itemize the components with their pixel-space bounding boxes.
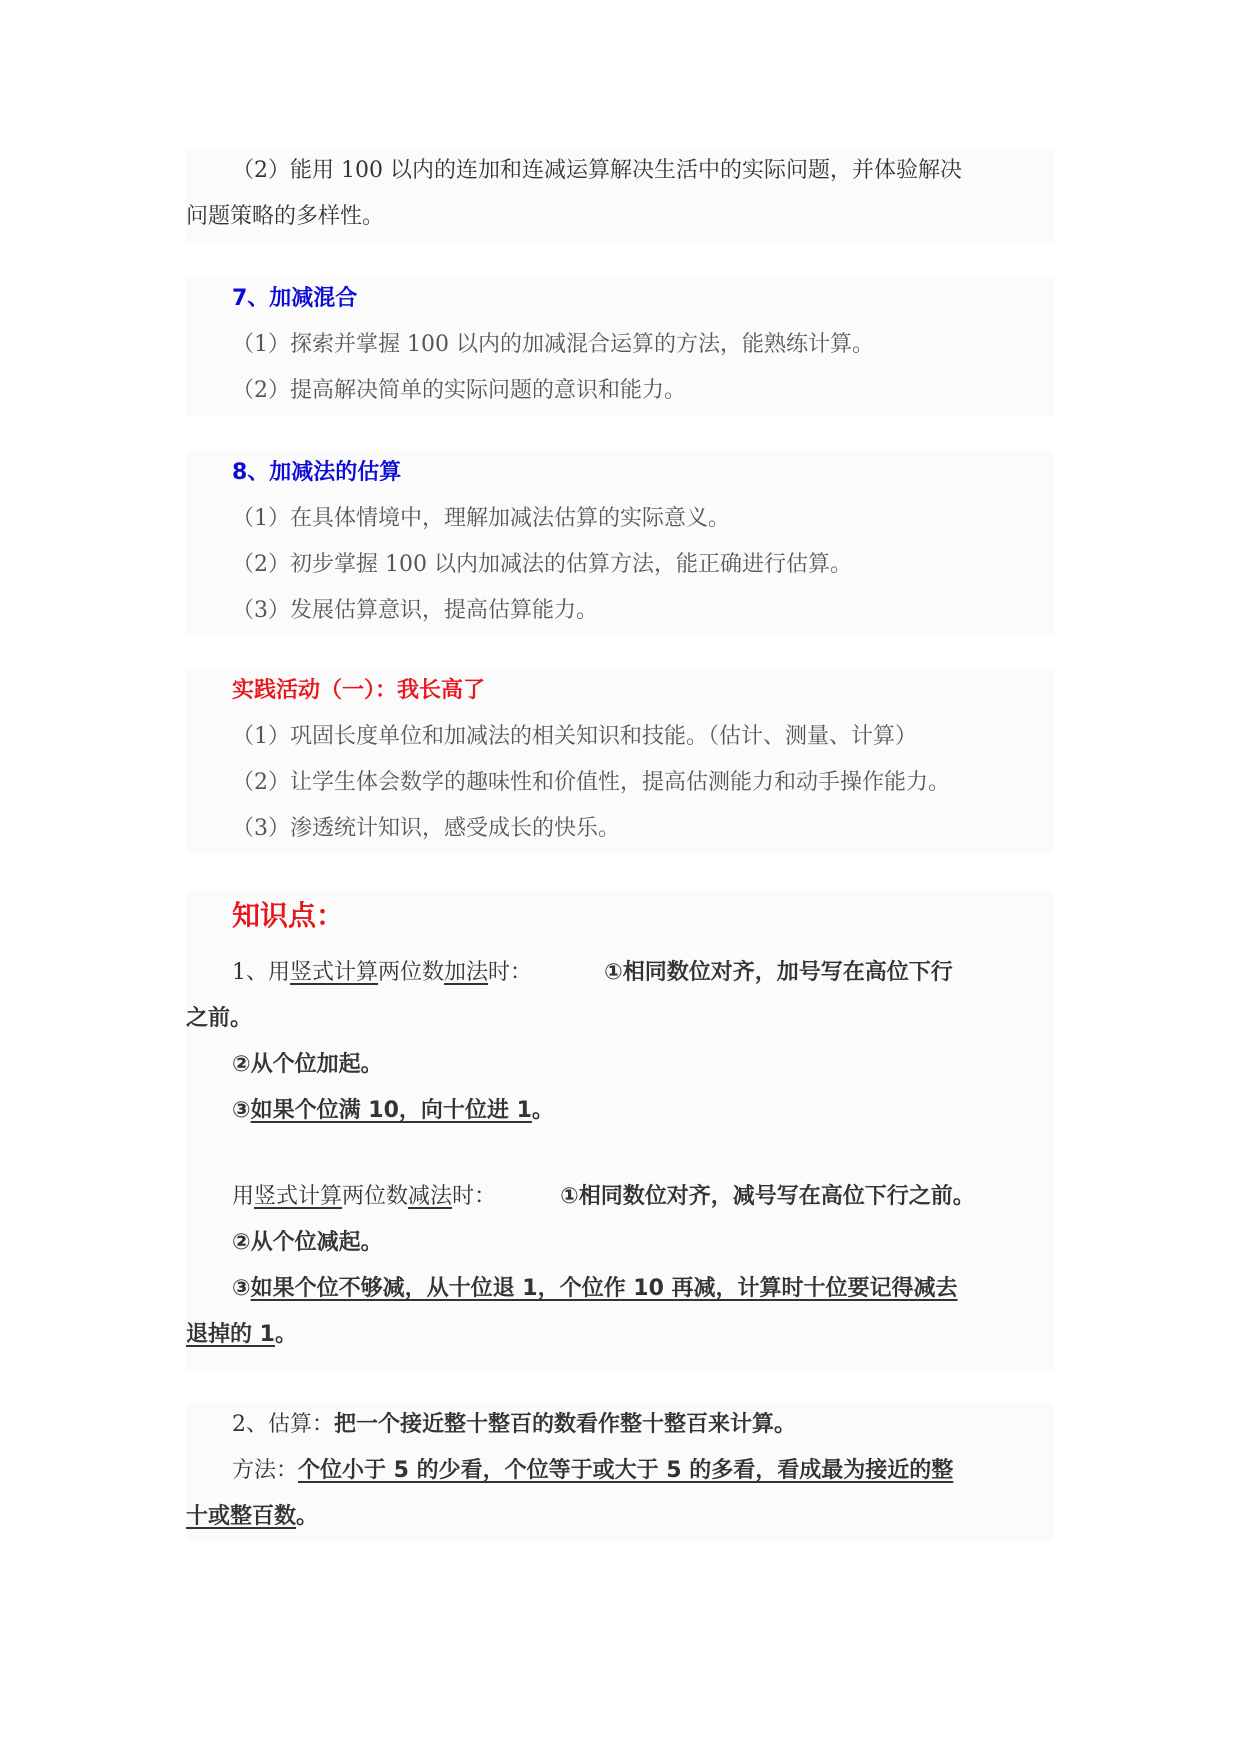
underlined-term: 竖式计算	[290, 960, 379, 985]
list-item: （2）提高解决简单的实际问题的意识和能力。	[232, 378, 686, 403]
text: 时：	[488, 960, 533, 985]
rule-text	[186, 1320, 1054, 1350]
text: 时：	[452, 1184, 497, 1209]
list-item: （3）渗透统计知识，感受成长的快乐。	[232, 816, 620, 841]
rule-text: ①相同数位对齐，减号写在高位下行之前。	[560, 1184, 975, 1209]
text: 方法：	[232, 1458, 299, 1483]
knowledge-points	[186, 890, 1054, 1370]
subtraction-rule-line	[186, 1182, 1054, 1212]
section-7	[186, 276, 1054, 416]
section-8	[186, 450, 1054, 636]
underlined-rule: 十或整百数	[186, 1504, 297, 1529]
text: 。	[296, 1504, 319, 1529]
rule-text	[186, 1096, 1054, 1126]
knowledge-title: 知识点：	[232, 899, 345, 932]
rule-text: 之前。	[186, 1006, 253, 1031]
underlined-term: 加法	[444, 960, 489, 985]
text: 用	[232, 1184, 255, 1209]
estimation-text: 把一个接近整十整百的数看作整十整百来计算。	[334, 1412, 797, 1437]
text: ③	[232, 1098, 251, 1123]
rule-text: ②从个位减起。	[232, 1230, 383, 1255]
text: 。	[531, 1098, 554, 1123]
rule-text: ②从个位加起。	[232, 1052, 383, 1077]
text: 。	[274, 1322, 297, 1347]
section-title: 实践活动（一）：我长高了	[232, 678, 486, 703]
practice-activity	[186, 668, 1054, 854]
list-item: （1）巩固长度单位和加减法的相关知识和技能。（估计、测量、计算）	[232, 724, 917, 749]
underlined-rule: 如果个位满 10，向十位进 1	[250, 1098, 532, 1123]
underlined-rule: 如果个位不够减，从十位退 1，个位作 10 再减，计算时十位要记得减去	[250, 1276, 958, 1301]
underlined-rule: 退掉的 1	[186, 1322, 275, 1347]
underlined-term: 减法	[408, 1184, 453, 1209]
underlined-rule: 个位小于 5 的少看，个位等于或大于 5 的多看，看成最为接近的整	[298, 1458, 954, 1483]
list-item: （2）让学生体会数学的趣味性和价值性，提高估测能力和动手操作能力。	[232, 770, 950, 795]
list-item: （1）在具体情境中，理解加减法估算的实际意义。	[232, 506, 730, 531]
paragraph-line: （2）能用 100 以内的连加和连减运算解决生活中的实际问题，并体验解决	[232, 158, 962, 183]
section-title: 8、加减法的估算	[232, 460, 402, 485]
list-item: （1）探索并掌握 100 以内的加减混合运算的方法，能熟练计算。	[232, 332, 874, 357]
text: 两位数	[378, 960, 445, 985]
text-block-a	[186, 148, 1054, 244]
list-item: （2）初步掌握 100 以内加减法的估算方法，能正确进行估算。	[232, 552, 852, 577]
rule-text	[186, 1274, 1054, 1304]
paragraph-line: 问题策略的多样性。	[186, 204, 385, 229]
method-line	[186, 1502, 1054, 1532]
estimation	[186, 1402, 1054, 1542]
text: 2、估算：	[232, 1412, 334, 1437]
list-item: （3）发展估算意识，提高估算能力。	[232, 598, 598, 623]
text: 两位数	[342, 1184, 409, 1209]
estimation-line	[186, 1410, 1054, 1440]
text: 1、用	[232, 960, 290, 985]
section-title: 7、加减混合	[232, 286, 358, 311]
addition-rule-line	[186, 958, 1054, 988]
method-line	[186, 1456, 1054, 1486]
text: ③	[232, 1276, 251, 1301]
underlined-term: 竖式计算	[254, 1184, 343, 1209]
rule-text: ①相同数位对齐，加号写在高位下行	[604, 960, 953, 985]
